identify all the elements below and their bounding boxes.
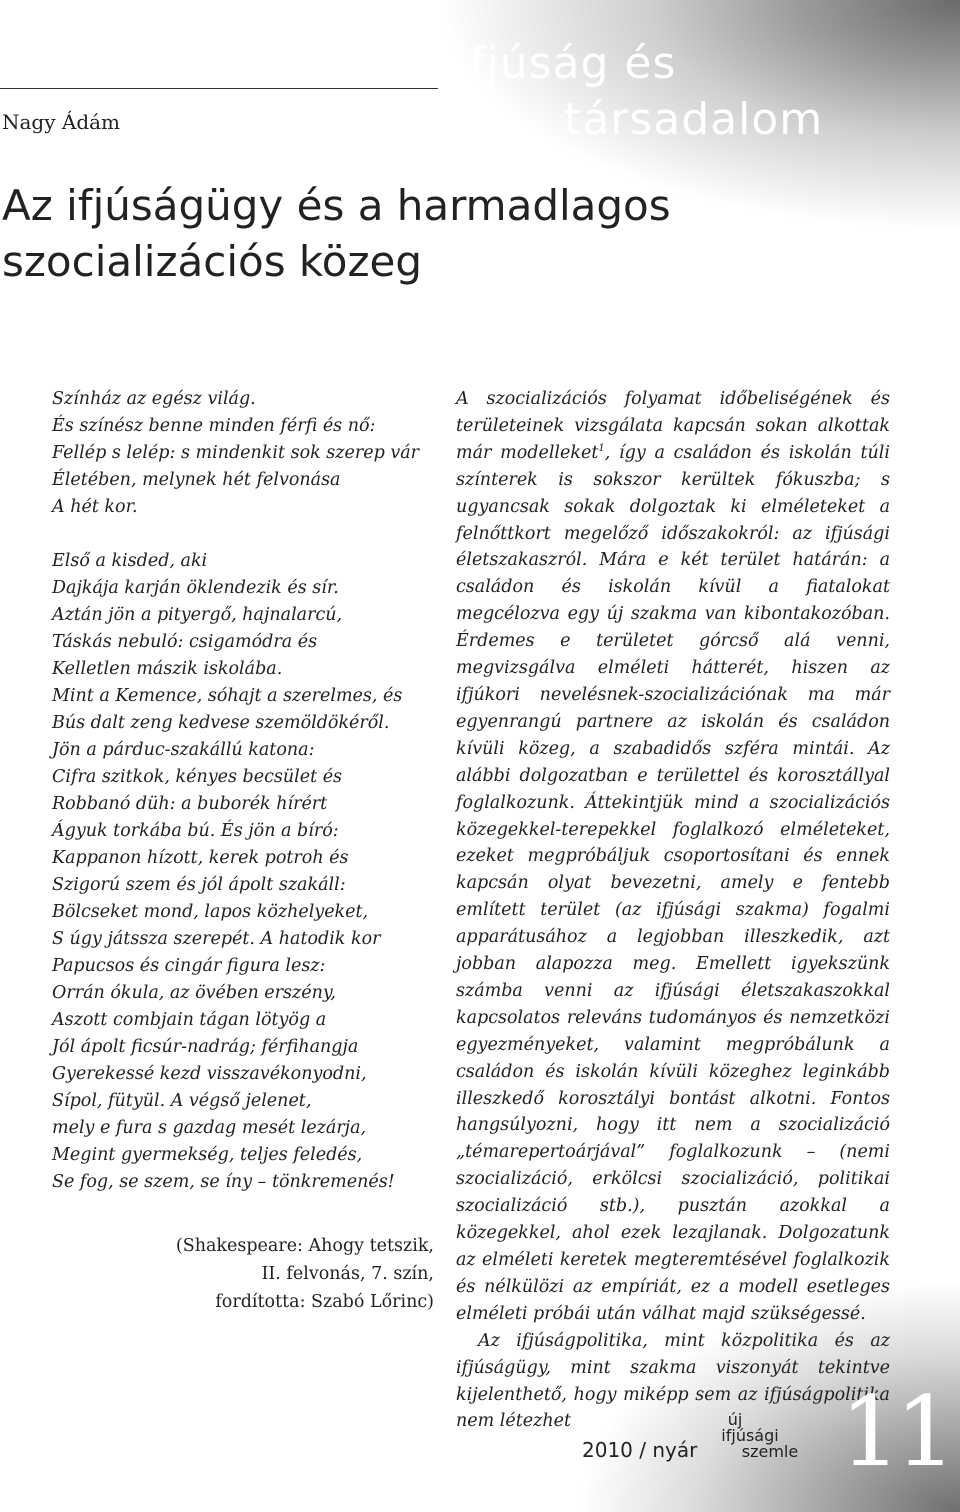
poem-line: mely e fura s gazdag mesét lezárja, <box>52 1118 367 1138</box>
journal-logo <box>700 1412 800 1460</box>
logo-line: szemle <box>741 1442 799 1461</box>
poem-line: Kappanon hízott, kerek potroh és <box>52 848 349 868</box>
poem-line: Papucsos és cingár figura lesz: <box>52 956 326 976</box>
body-text-segment: , így a családon és iskolán túli színterek is sokszor kerültek fókuszba; s ugyancsak sokak dolgoztak ki elméleteket a felnőttkort megelőző időszakokról: az ifjúsági életszakaszról. Mára e két terület határán: a családon és iskolán kívül a fiatalokat megcélozva egy új szakma van kibontakozóban. Érdemes e területet górcső alá venni, megvizsgálva elméleti hátterét, hiszen az ifjúkori nevelésnek-szocializációnak ma már egyenrangú partnere az iskolán és családon kívüli közeg, a szabadidős szféra mintái. Az alábbi dolgozatban e területtel és korosztállyal foglalkozunk. Áttekintjük mind a szocializációs közegekkel-terepekkel foglalkozó elméleteket, ezeket megpróbáljuk csoportosítani és ennek kapcsán olyat bevezetni, amely e fentebb említett terület (az ifjúsági szakma) fogalmi apparátusához a legjobban illeszkedik, azt jobban alapozza meg. Emellett igyekszünk számba venni az ifjúsági életszakaszokkal kapcsolatos releváns tudományos és nemzetközi egyezményeket, valamint megpróbálunk a családon és iskolán kívüli közeghez leginkább illeszkedő korosztályi bontást alkotni. Fontos hangsúlyozni, hogy itt nem a szocializáció „témarepertoárjával” foglalkozunk – (nemi szocializáció, erkölcsi szocializáció, politikai szocializáció stb.), pusztán azokkal a közegekkel, ahol ezek lezajlanak. Dolgozatunk az elméleti keretek megteremtésével foglalkozik és nélkülözi az empíriát, ez a modell esetleges elméleti próbái után válhat majd szükségessé. <box>456 442 890 1324</box>
poem-line: A hét kor. <box>52 497 138 517</box>
article-body <box>456 386 890 1435</box>
poem-line: Orrán ókula, az övében erszény, <box>52 983 336 1003</box>
poem-line: Bölcseket mond, lapos közhelyeket, <box>52 902 369 922</box>
attribution-line: II. felvonás, 7. szín, <box>261 1264 434 1284</box>
poem-line: És színész benne minden férfi és nő: <box>52 416 376 436</box>
poem-line: Táskás nebuló: csigamódra és <box>52 632 318 652</box>
poem-line: Kelletlen mászik iskolába. <box>52 659 283 679</box>
poem-epigraph <box>52 386 452 1223</box>
header-divider <box>0 88 438 89</box>
poem-line: Aztán jön a pityergő, hajnalarcú, <box>52 605 343 625</box>
body-paragraph <box>456 386 890 1328</box>
poem-line: Robbanó düh: a buborék hírért <box>52 794 328 814</box>
logo-line: ifjúsági <box>721 1426 779 1445</box>
section-title-line2: társadalom <box>564 94 824 145</box>
section-title <box>456 36 936 148</box>
poem-line: Gyerekessé kezd visszavékonyodni, <box>52 1064 367 1084</box>
poem-line: Jól ápolt ficsúr-nadrág; férfihangja <box>52 1037 359 1057</box>
poem-line: Se fog, se szem, se íny – tönkremenés! <box>52 1172 395 1192</box>
body-paragraph: Az ifjúságpolitika, mint közpolitika és az ifjúságügy, mint szakma viszonyát tekintve kijelenthető, hogy miképp sem az ifjúságpolitika nem létezhet <box>456 1330 890 1432</box>
poem-line: Megint gyermekség, teljes feledés, <box>52 1145 363 1165</box>
poem-line: Mint a Kemence, sóhajt a szerelmes, és <box>52 686 403 706</box>
poem-line: Sípol, fütyül. A végső jelenet, <box>52 1091 312 1111</box>
poem-stanza <box>52 386 452 521</box>
issue-label: 2010 / nyár <box>582 1438 698 1462</box>
poem-line: Életében, melynek hét felvonása <box>52 470 341 490</box>
poem-line: Ágyuk torkába bú. És jön a bíró: <box>52 821 339 841</box>
poem-line: S úgy játssza szerepét. A hatodik kor <box>52 929 381 949</box>
poem-line: Cifra szitkok, kényes becsület és <box>52 767 343 787</box>
page-number: 11 <box>840 1376 951 1488</box>
poem-line: Aszott combjain tágan lötyög a <box>52 1010 327 1030</box>
footnote-marker[interactable]: 1 <box>598 442 605 454</box>
logo-line: új <box>727 1410 743 1429</box>
attribution-line: (Shakespeare: Ahogy tetszik, <box>175 1236 434 1256</box>
poem-line: Szigorú szem és jól ápolt szakáll: <box>52 875 346 895</box>
article-title: Az ifjúságügy és a harmadlagos szocializációs közeg <box>2 181 671 286</box>
section-title-line1: Ifjúság és <box>456 38 677 89</box>
poem-line: Színház az egész világ. <box>52 389 256 409</box>
poem-attribution <box>52 1232 434 1316</box>
poem-line: Fellép s lelép: s mindenkit sok szerep vár <box>52 443 420 463</box>
author-name: Nagy Ádám <box>2 110 121 134</box>
poem-line: Bús dalt zeng kedvese szemöldökéről. <box>52 713 390 733</box>
poem-line: Első a kisded, aki <box>52 551 208 571</box>
poem-line: Jön a párduc-szakállú katona: <box>52 740 315 760</box>
poem-line: Dajkája karján öklendezik és sír. <box>52 578 339 598</box>
poem-stanza <box>52 548 452 1196</box>
body-text-segment: A szocializációs folyamat időbeliségének és területeinek vizsgálata kapcsán sokan alkottak már modelleket <box>456 389 890 463</box>
attribution-line: fordította: Szabó Lőrinc) <box>215 1292 434 1312</box>
